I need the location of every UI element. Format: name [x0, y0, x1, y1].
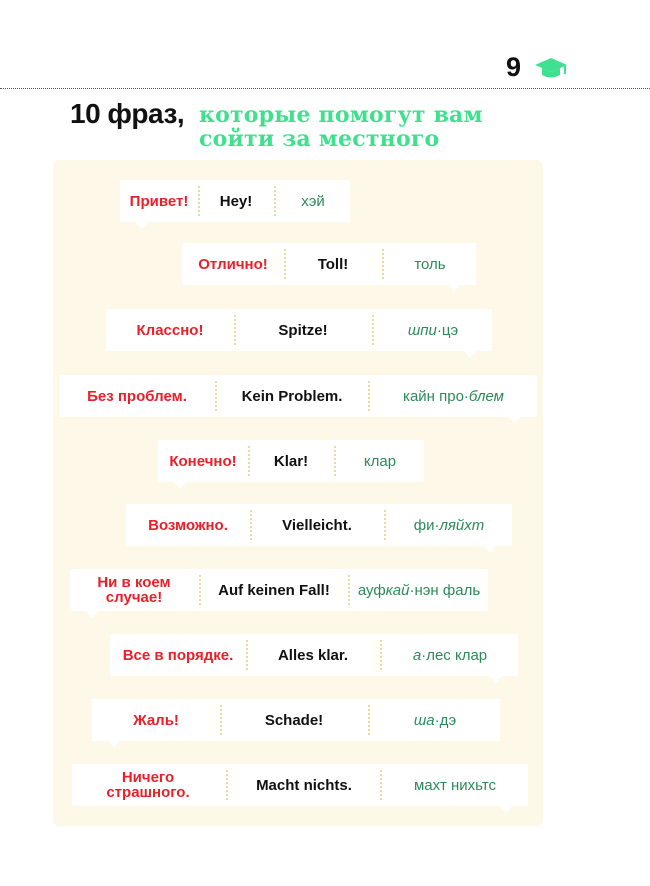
header-divider: [0, 88, 650, 89]
russian-phrase: Жаль!: [133, 711, 179, 729]
german-phrase: Toll!: [317, 255, 349, 273]
graduation-cap-icon: [534, 56, 568, 80]
transliteration: махт нихьтс: [413, 776, 497, 794]
german-phrase: Schade!: [264, 711, 324, 729]
german-phrase: Alles klar.: [277, 646, 349, 664]
title-accent-line-1: которые помогут вам: [199, 102, 483, 128]
page-number: 9: [506, 52, 522, 82]
title-main: 10 фраз,: [70, 98, 185, 129]
phrase-row: [182, 243, 476, 285]
transliteration: а ·лес клар: [412, 646, 488, 664]
transliteration: шпи ·цэ: [407, 321, 459, 339]
russian-phrase: Классно!: [136, 321, 204, 339]
transliteration: ша ·дэ: [413, 711, 457, 729]
russian-phrase: Все в порядке.: [122, 646, 234, 664]
german-phrase: Klar!: [273, 452, 309, 470]
transliteration: кайн про· блем: [403, 387, 504, 405]
title-accent-line-2: сойти за местного: [199, 126, 440, 152]
russian-phrase: Ничего страшного.: [106, 769, 190, 801]
russian-phrase: Возможно.: [148, 516, 228, 534]
phrase-row: [60, 375, 537, 417]
russian-phrase: Конечно!: [169, 452, 237, 470]
phrase-row: [158, 440, 424, 482]
title-accent: [199, 103, 483, 151]
russian-phrase: Отлично!: [198, 255, 268, 273]
german-phrase: Hey!: [219, 192, 253, 210]
phrase-row: [72, 764, 528, 806]
phrase-row: [92, 699, 500, 741]
transliteration: толь: [414, 255, 446, 273]
german-phrase: Kein Problem.: [241, 387, 343, 405]
phrase-row: [126, 504, 512, 546]
phrase-row: [70, 569, 488, 611]
german-phrase: Macht nichts.: [256, 776, 352, 794]
phrase-row: [120, 180, 350, 222]
russian-phrase: Без проблем.: [87, 387, 187, 405]
german-phrase: Vielleicht.: [282, 516, 352, 534]
transliteration: фи· ляйхт: [413, 516, 485, 534]
transliteration: клар: [363, 452, 397, 470]
transliteration: ауф кай ·нэн фаль: [357, 581, 481, 599]
russian-phrase: Ни в коем случае!: [97, 574, 171, 606]
transliteration: хэй: [301, 192, 325, 210]
german-phrase: Spitze!: [278, 321, 328, 339]
phrase-row: [110, 634, 518, 676]
german-phrase: Auf keinen Fall!: [218, 581, 330, 599]
phrase-row: [106, 309, 492, 351]
russian-phrase: Привет!: [129, 192, 189, 210]
